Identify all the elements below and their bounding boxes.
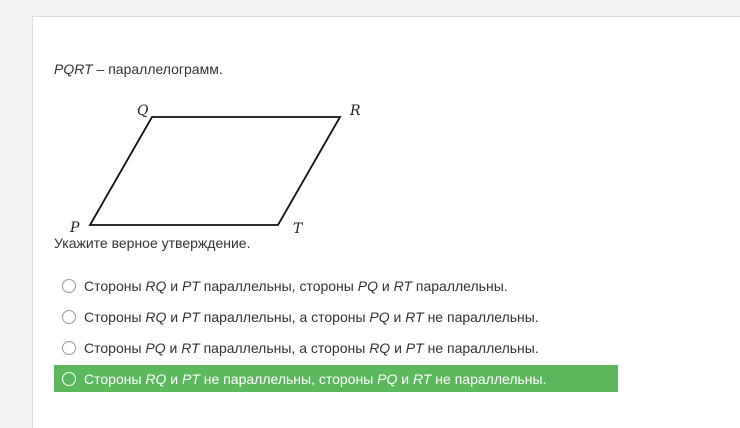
- answer-options: [54, 272, 644, 396]
- problem-statement: [54, 60, 223, 78]
- segment-name: RT: [413, 370, 432, 387]
- segment-name: PT: [182, 308, 200, 325]
- radio-button-icon[interactable]: [62, 279, 76, 293]
- option-text: параллельны.: [412, 277, 508, 294]
- radio-button-icon[interactable]: [62, 341, 76, 355]
- answer-option-2[interactable]: [54, 303, 644, 330]
- option-text: и: [377, 277, 394, 294]
- option-text: и: [166, 370, 183, 387]
- option-text: параллельны, а стороны: [199, 339, 370, 356]
- figure-name: PQRT: [54, 61, 93, 77]
- answer-option-4[interactable]: [54, 365, 618, 392]
- question-card: [32, 16, 740, 428]
- segment-name: PQ: [369, 308, 390, 325]
- option-text: и: [390, 339, 406, 356]
- segment-name: RT: [405, 308, 424, 325]
- vertex-label-q: Q: [137, 103, 149, 119]
- parallelogram-shape: [90, 117, 340, 225]
- segment-name: PT: [405, 339, 424, 356]
- option-text: и: [165, 339, 182, 356]
- segment-name: RQ: [145, 370, 167, 387]
- segment-name: RT: [181, 339, 200, 356]
- segment-name: RQ: [369, 339, 391, 356]
- answer-option-label: [84, 340, 539, 356]
- option-text: и: [166, 308, 183, 325]
- answer-option-label: [84, 371, 546, 387]
- option-text: и: [389, 308, 406, 325]
- radio-button-icon[interactable]: [62, 372, 76, 386]
- option-text: Стороны: [84, 308, 146, 325]
- answer-option-label: [84, 309, 539, 325]
- answer-option-1[interactable]: [54, 272, 644, 299]
- option-text: Стороны: [84, 277, 146, 294]
- answer-option-3[interactable]: [54, 334, 644, 361]
- statement-rest: – параллелограмм.: [92, 61, 223, 77]
- option-text: Стороны: [84, 370, 146, 387]
- option-text: параллельны, стороны: [199, 277, 358, 294]
- segment-name: PT: [182, 277, 200, 294]
- option-text: параллельны, а стороны: [199, 308, 370, 325]
- vertex-label-t: T: [293, 221, 303, 237]
- answer-option-label: [84, 278, 508, 294]
- vertex-label-p: P: [70, 220, 80, 236]
- option-text: и: [397, 370, 413, 387]
- segment-name: PQ: [377, 370, 398, 387]
- vertex-label-r: R: [350, 103, 361, 119]
- option-text: не параллельны.: [423, 308, 539, 325]
- segment-name: PQ: [357, 277, 378, 294]
- option-text: не параллельны.: [431, 370, 547, 387]
- question-prompt: Укажите верное утверждение.: [54, 235, 251, 251]
- segment-name: RQ: [145, 277, 167, 294]
- segment-name: PQ: [145, 339, 166, 356]
- segment-name: RT: [393, 277, 413, 294]
- option-text: не параллельны.: [423, 339, 539, 356]
- option-text: не параллельны, стороны: [199, 370, 378, 387]
- radio-button-icon[interactable]: [62, 310, 76, 324]
- option-text: и: [166, 277, 183, 294]
- parallelogram-figure: [63, 84, 383, 237]
- option-text: Стороны: [84, 339, 146, 356]
- segment-name: RQ: [145, 308, 167, 325]
- segment-name: PT: [182, 370, 200, 387]
